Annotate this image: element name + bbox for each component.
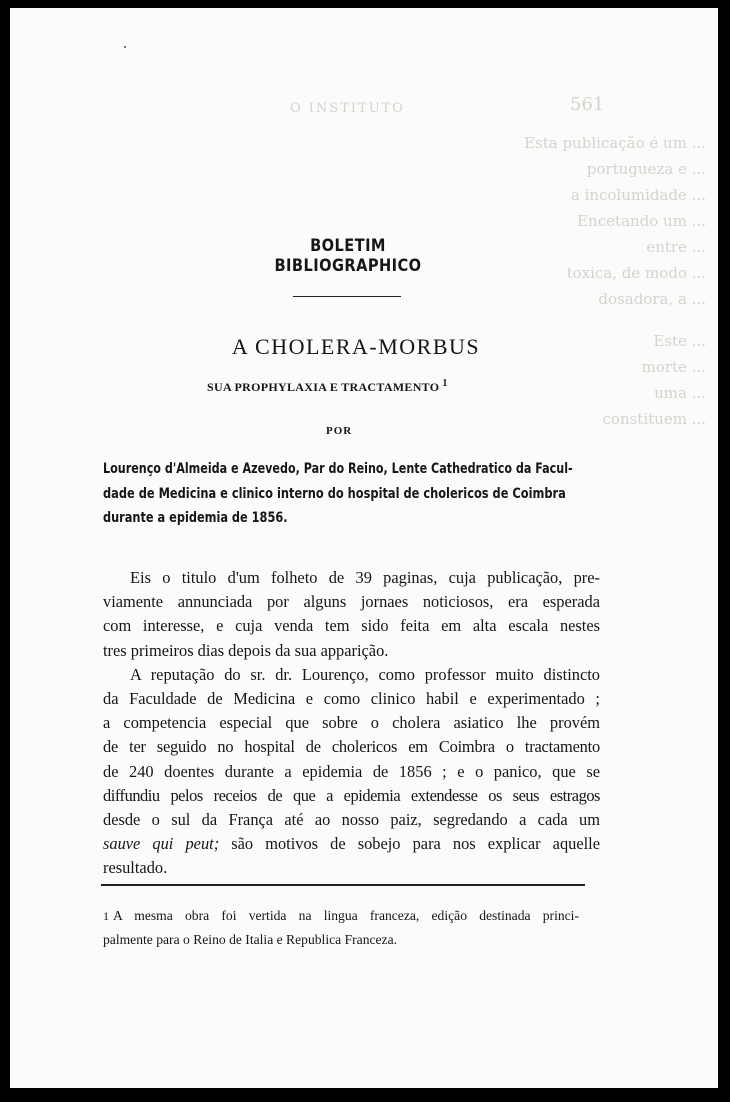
bleed-line: a incolumidade ... [570, 186, 706, 204]
article-title: A CHOLERA-MORBUS [231, 334, 481, 359]
section-title: BOLETIM BIBLIOGRAPHICO [274, 236, 422, 276]
author-line: dade de Medicina e clinico interno do hospital de cholericos de Coimbra [103, 485, 566, 502]
bleed-page-number: 561 [570, 94, 605, 115]
bleed-line: morte ... [641, 358, 706, 376]
footnote-reference: 1 [442, 378, 448, 389]
bleed-line: portugueza e ... [586, 160, 706, 178]
document-page [10, 8, 718, 1088]
paragraph-2-line: desde o sul da França até ao nosso paiz, segredando a cada um [103, 810, 600, 830]
paragraph-1-line: Eis o titulo d'um folheto de 39 paginas, cuja publicação, pre- [130, 568, 600, 587]
footnote-line: palmente para o Reino de Italia e Republica Franceza. [103, 932, 398, 947]
article-subtitle [207, 378, 507, 395]
bleed-line: uma ... [654, 384, 706, 402]
author-line: durante a epidemia de 1856. [103, 510, 288, 526]
bleed-line: entre ... [646, 238, 706, 256]
paragraph-2-line: diffundiu pelos receios de que a epidemia extendesse os seus estragos [103, 785, 600, 805]
paragraph-2-tail: são motivos de sobejo para nos explicar aquelle [231, 834, 600, 854]
bleed-line: toxica, de modo ... [566, 264, 706, 282]
ink-speck [124, 46, 126, 48]
bleed-line: Esta publicação é um ... [524, 134, 706, 152]
footnote-rule [101, 884, 585, 886]
paragraph-1-line: tres primeiros dias depois da sua apparição. [103, 640, 389, 660]
bleed-line: Encetando um ... [577, 212, 706, 230]
paragraph-2-line-mixed [103, 832, 600, 856]
footnote-text: A mesma obra foi vertida na lingua franceza, edição destinada princi- [113, 908, 579, 923]
paragraph-2-line: a competencia especial que sobre o cholera asiatico lhe provém [103, 713, 600, 733]
paragraph-1-line: com interesse, e cuja venda tem sido feita em alta escala nestes [103, 616, 600, 636]
bleed-line: constituem ... [602, 410, 706, 428]
footnote-line [103, 904, 579, 928]
paragraph-2-line: de ter seguido no hospital de cholericos em Coimbra o tractamento [103, 737, 600, 757]
title-rule [293, 296, 401, 297]
bleed-running-head: O INSTITUTO [290, 101, 405, 116]
paragraph-2-line: de 240 doentes durante a epidemia de 1856 ; e o panico, que se [103, 761, 600, 781]
footnote-marker: 1 [103, 909, 109, 923]
footnote [103, 904, 579, 952]
article-body [103, 566, 600, 881]
by-label: POR [326, 425, 353, 437]
paragraph-2-line: A reputação do sr. dr. Lourenço, como professor muito distincto [130, 664, 600, 684]
author-line: Lourenço d'Almeida e Azevedo, Par do Reino, Lente Cathedratico da Facul- [103, 461, 573, 477]
italic-phrase: sauve qui peut; [103, 834, 220, 854]
paragraph-1-line: viamente annunciada por alguns jornaes noticiosos, era esperada [103, 592, 600, 612]
paragraph-2-line: resultado. [103, 858, 168, 878]
author-block [103, 457, 600, 531]
subtitle-text: SUA PROPHYLAXIA E TRACTAMENTO [207, 380, 440, 394]
bleed-line: dosadora, a ... [598, 290, 706, 308]
bleed-line: Este ... [653, 332, 706, 350]
paragraph-2-line: da Faculdade de Medicina e como clinico habil e experimentado ; [103, 689, 600, 709]
